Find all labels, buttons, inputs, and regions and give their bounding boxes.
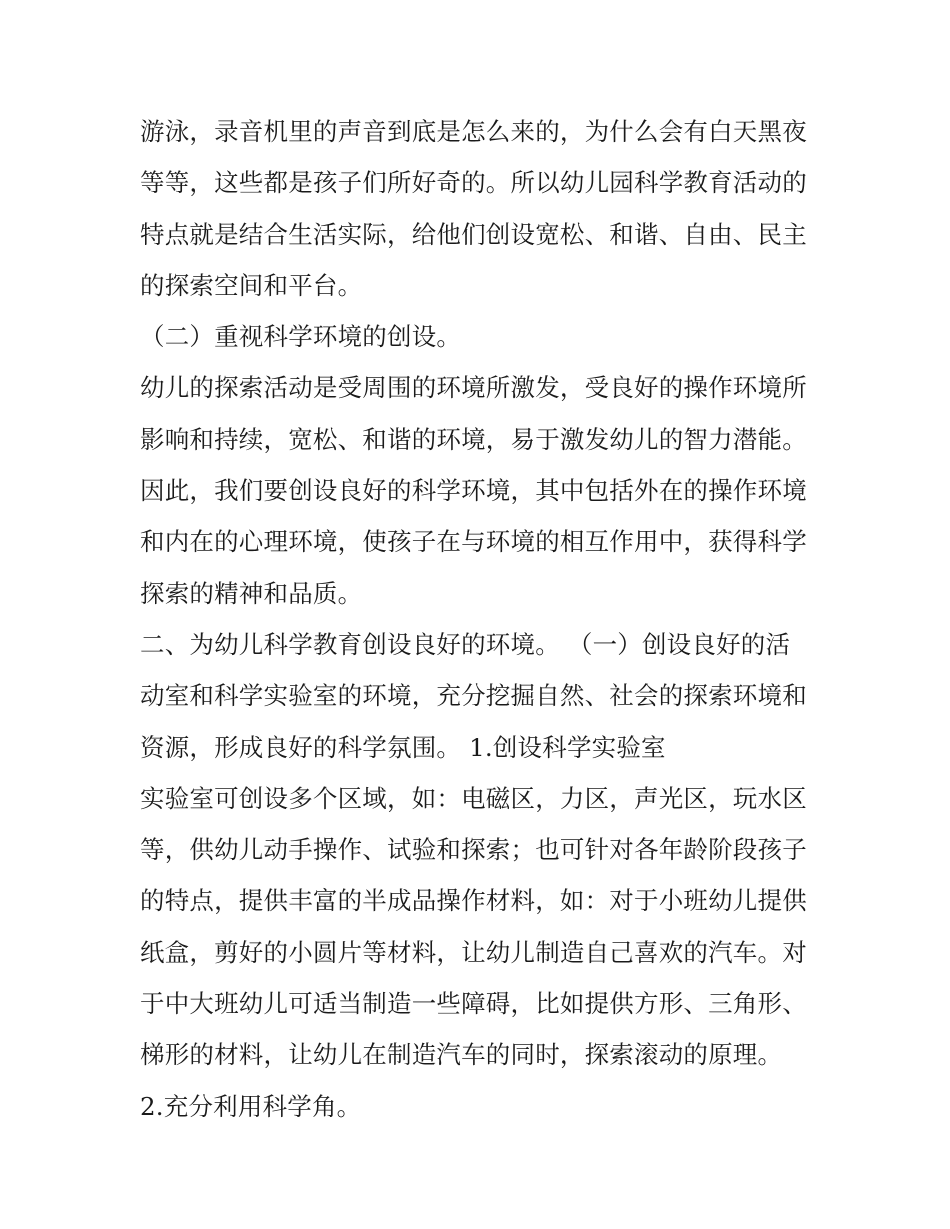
text-line: 梯形的材料，让幼儿在制造汽车的同时，探索滚动的原理。 [140,1040,783,1070]
text-line: 特点就是结合生活实际，给他们创设宽松、和谐、自由、民主 [140,219,807,249]
text-line: 于中大班幼儿可适当制造一些障碍，比如提供方形、三角形、 [140,989,807,1019]
text-line: 的探索空间和平台。 [140,270,363,300]
text-line: 幼儿的探索活动是受周围的环境所激发，受良好的操作环境所 [140,373,807,403]
text-line: 资源，形成良好的科学氛围。 1.创设科学实验室 [140,732,666,762]
text-line: 等，供幼儿动手操作、试验和探索；也可针对各年龄阶段孩子 [140,835,807,865]
text-line: 等等，这些都是孩子们所好奇的。所以幼儿园科学教育活动的 [140,168,807,198]
text-line: 纸盒，剪好的小圆片等材料，让幼儿制造自己喜欢的汽车。对 [140,937,807,967]
text-line: 游泳，录音机里的声音到底是怎么来的，为什么会有白天黑夜 [140,117,807,146]
section-heading: 二、为幼儿科学教育创设良好的环境。 （一）创设良好的活 [140,629,791,659]
text-line: 因此，我们要创设良好的科学环境，其中包括外在的操作环境 [140,476,807,506]
text-line: 实验室可创设多个区域，如：电磁区，力区，声光区，玩水区 [140,783,807,813]
subsection-heading: 2.充分利用科学角。 [140,1091,362,1121]
text-line: 和内在的心理环境，使孩子在与环境的相互作用中，获得科学 [140,527,807,557]
text-line: 探索的精神和品质。 [140,578,363,608]
text-line: 的特点，提供丰富的半成品操作材料，如：对于小班幼儿提供 [140,886,807,916]
section-heading: （二）重视科学环境的创设。 [140,322,462,352]
text-line: 影响和持续，宽松、和谐的环境，易于激发幼儿的智力潜能。 [140,424,807,454]
document-body [140,106,820,1132]
text-line: 动室和科学实验室的环境，充分挖掘自然、社会的探索环境和 [140,681,807,711]
